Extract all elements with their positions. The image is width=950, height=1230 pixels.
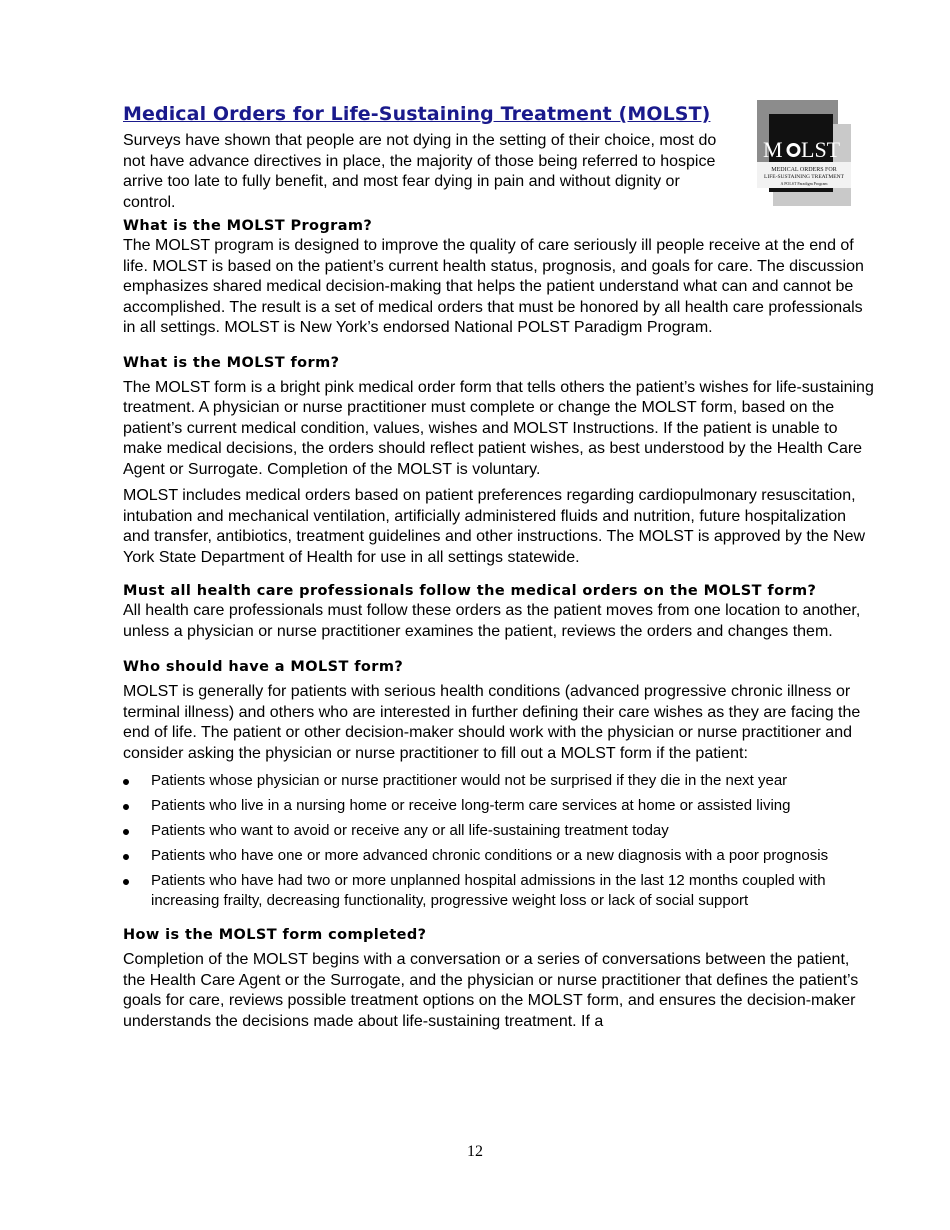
form-heading: What is the MOLST form? <box>123 354 340 371</box>
bullet-icon <box>123 804 129 810</box>
bullet-icon <box>123 779 129 785</box>
follow-body: All health care professionals must follow these orders as the patient moves from one location to another, unless a physician or nurse practitioner examines the patient, reviews the orders and changes them. <box>123 602 861 640</box>
bullet-icon <box>123 879 129 885</box>
bullet-icon <box>123 854 129 860</box>
list-item: Patients whose physician or nurse practitioner would not be surprised if they die in the next year <box>123 771 875 791</box>
follow-heading: Must all health care professionals follow the medical orders on the MOLST form? <box>123 583 817 599</box>
program-heading: What is the MOLST Program? <box>123 218 373 234</box>
form-body-2: MOLST includes medical orders based on patient preferences regarding cardiopulmonary resuscitation, intubation and mechanical ventilation, artificially administered fluids and nutrition, future hospitalization and transfer, antibiotics, treatment guidelines and other instructions. The MOLST is approved by the New York State Department of Health for use in all settings statewide. <box>123 487 866 566</box>
page-number: 12 <box>467 1143 483 1160</box>
document-page <box>123 100 875 1032</box>
who-heading: Who should have a MOLST form? <box>123 659 404 675</box>
list-item: Patients who have one or more advanced chronic conditions or a new diagnosis with a poor prognosis <box>123 846 875 866</box>
criteria-list <box>123 771 875 911</box>
completed-heading: How is the MOLST form completed? <box>123 927 427 943</box>
intro-paragraph: Surveys have shown that people are not dying in the setting of their choice, most do not have advance directives in place, the majority of those being referred to hospice arrive too late to fully benefit, and most fear dying in pain and without dignity or control. <box>123 132 717 211</box>
completed-body: Completion of the MOLST begins with a conversation or a series of conversations between the patient, the Health Care Agent or the Surrogate, and the physician or nurse practitioner that defines the patient’s goals for care, reviews possible treatment options on the MOLST form, and ensures the decision-maker understands the decisions made about life-sustaining treatment. If a <box>123 951 859 1030</box>
logo-tagline: A POLST Paradigm Program <box>780 181 828 186</box>
logo-subtitle-line1: MEDICAL ORDERS FOR <box>771 167 837 173</box>
form-body-1: The MOLST form is a bright pink medical order form that tells others the patient’s wishes for life-sustaining treatment. A physician or nurse practitioner must complete or change the MOLST form, based on the patient’s current medical condition, values, wishes and MOLST Instructions. If the patient is unable to make medical decisions, the orders should reflect patient wishes, as best understood by the Health Care Agent or Surrogate. Completion of the MOLST is voluntary. <box>123 378 874 478</box>
list-item: Patients who live in a nursing home or receive long-term care services at home or assisted living <box>123 796 875 816</box>
list-item: Patients who want to avoid or receive any or all life-sustaining treatment today <box>123 821 875 841</box>
logo-wordmark-right: LST <box>801 137 841 162</box>
list-item: Patients who have had two or more unplanned hospital admissions in the last 12 months coupled with increasing frailty, decreasing functionality, progressive weight loss or lack of social support <box>123 871 875 911</box>
logo-subtitle-line2: LIFE-SUSTAINING TREATMENT <box>764 174 844 180</box>
who-body: MOLST is generally for patients with serious health conditions (advanced progressive chronic illness or terminal illness) and others who are interested in further defining their care wishes as they are facing the end of life. The patient or other decision-maker should work with the physician or nurse practitioner and consider asking the physician or nurse practitioner to fill out a MOLST form if the patient: <box>123 683 861 762</box>
bullet-icon <box>123 829 129 835</box>
page-title-link[interactable]: Medical Orders for Life-Sustaining Treatment (MOLST) <box>123 103 711 125</box>
molst-logo <box>757 100 851 206</box>
logo-wordmark-left: M <box>763 137 783 162</box>
program-body: The MOLST program is designed to improve the quality of care seriously ill people receive at the end of life. MOLST is based on the patient’s current health status, prognosis, and goals for care. The discussion emphasizes shared medical decision-making that helps the patient understand what can and cannot be accomplished. The result is a set of medical orders that must be honored by all health care professionals in all settings. MOLST is New York’s endorsed National POLST Paradigm Program. <box>123 237 864 336</box>
